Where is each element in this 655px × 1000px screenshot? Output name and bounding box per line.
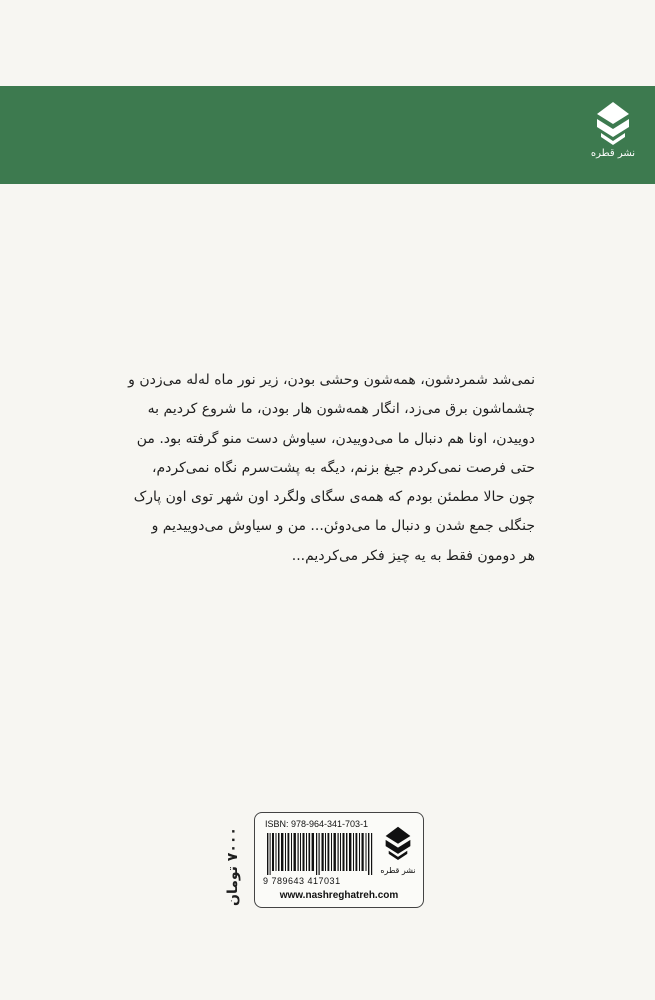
blurb-line: حتی فرصت نمی‌کردم جیغ بزنم، دیگه به پشت‌سرم نگاه نمی‌کردم،	[151, 459, 535, 476]
blurb-line: چشماشون برق می‌زد، انگار همه‌شون هار بودن، ما شروع کردیم به	[147, 401, 535, 418]
blurb-line: جنگلی جمع شدن و دنبال ما می‌دوئن... من و سیاوش می‌دوییدیم و	[151, 518, 535, 535]
barcode-number: 9 789643 417031	[263, 876, 341, 886]
drop-logo-icon	[591, 100, 635, 146]
barcode-box	[254, 812, 424, 908]
blurb-line: نمی‌شد شمردشون، همه‌شون وحشی بودن، زیر نور ماه له‌له می‌زدن و	[128, 372, 535, 388]
blurb-line: دوییدن، اونا هم دنبال ما می‌دوییدن، سیاوش دست منو گرفته بود. من	[136, 430, 535, 447]
isbn-text: ISBN: 978-964-341-703-1	[265, 819, 369, 829]
blurb-line: چون حالا مطمئن بودم که همه‌ی سگای ولگرد اون شهر توی اون پارک	[133, 489, 535, 506]
header-band	[0, 86, 655, 184]
price-label: ۷۰۰۰ تومان	[225, 827, 241, 907]
barcode-icon	[265, 833, 375, 875]
publisher-website: www.nashreghatreh.com	[279, 890, 399, 901]
back-cover-blurb	[110, 366, 535, 571]
publisher-name-small: نشر قطره	[380, 866, 416, 875]
drop-logo-icon	[381, 825, 415, 861]
blurb-line: هر دومون فقط به یه چیز فکر می‌کردیم...	[291, 547, 535, 564]
publisher-logo	[585, 100, 641, 178]
small-publisher-logo	[378, 825, 418, 875]
publisher-name: نشر قطره	[590, 148, 636, 159]
